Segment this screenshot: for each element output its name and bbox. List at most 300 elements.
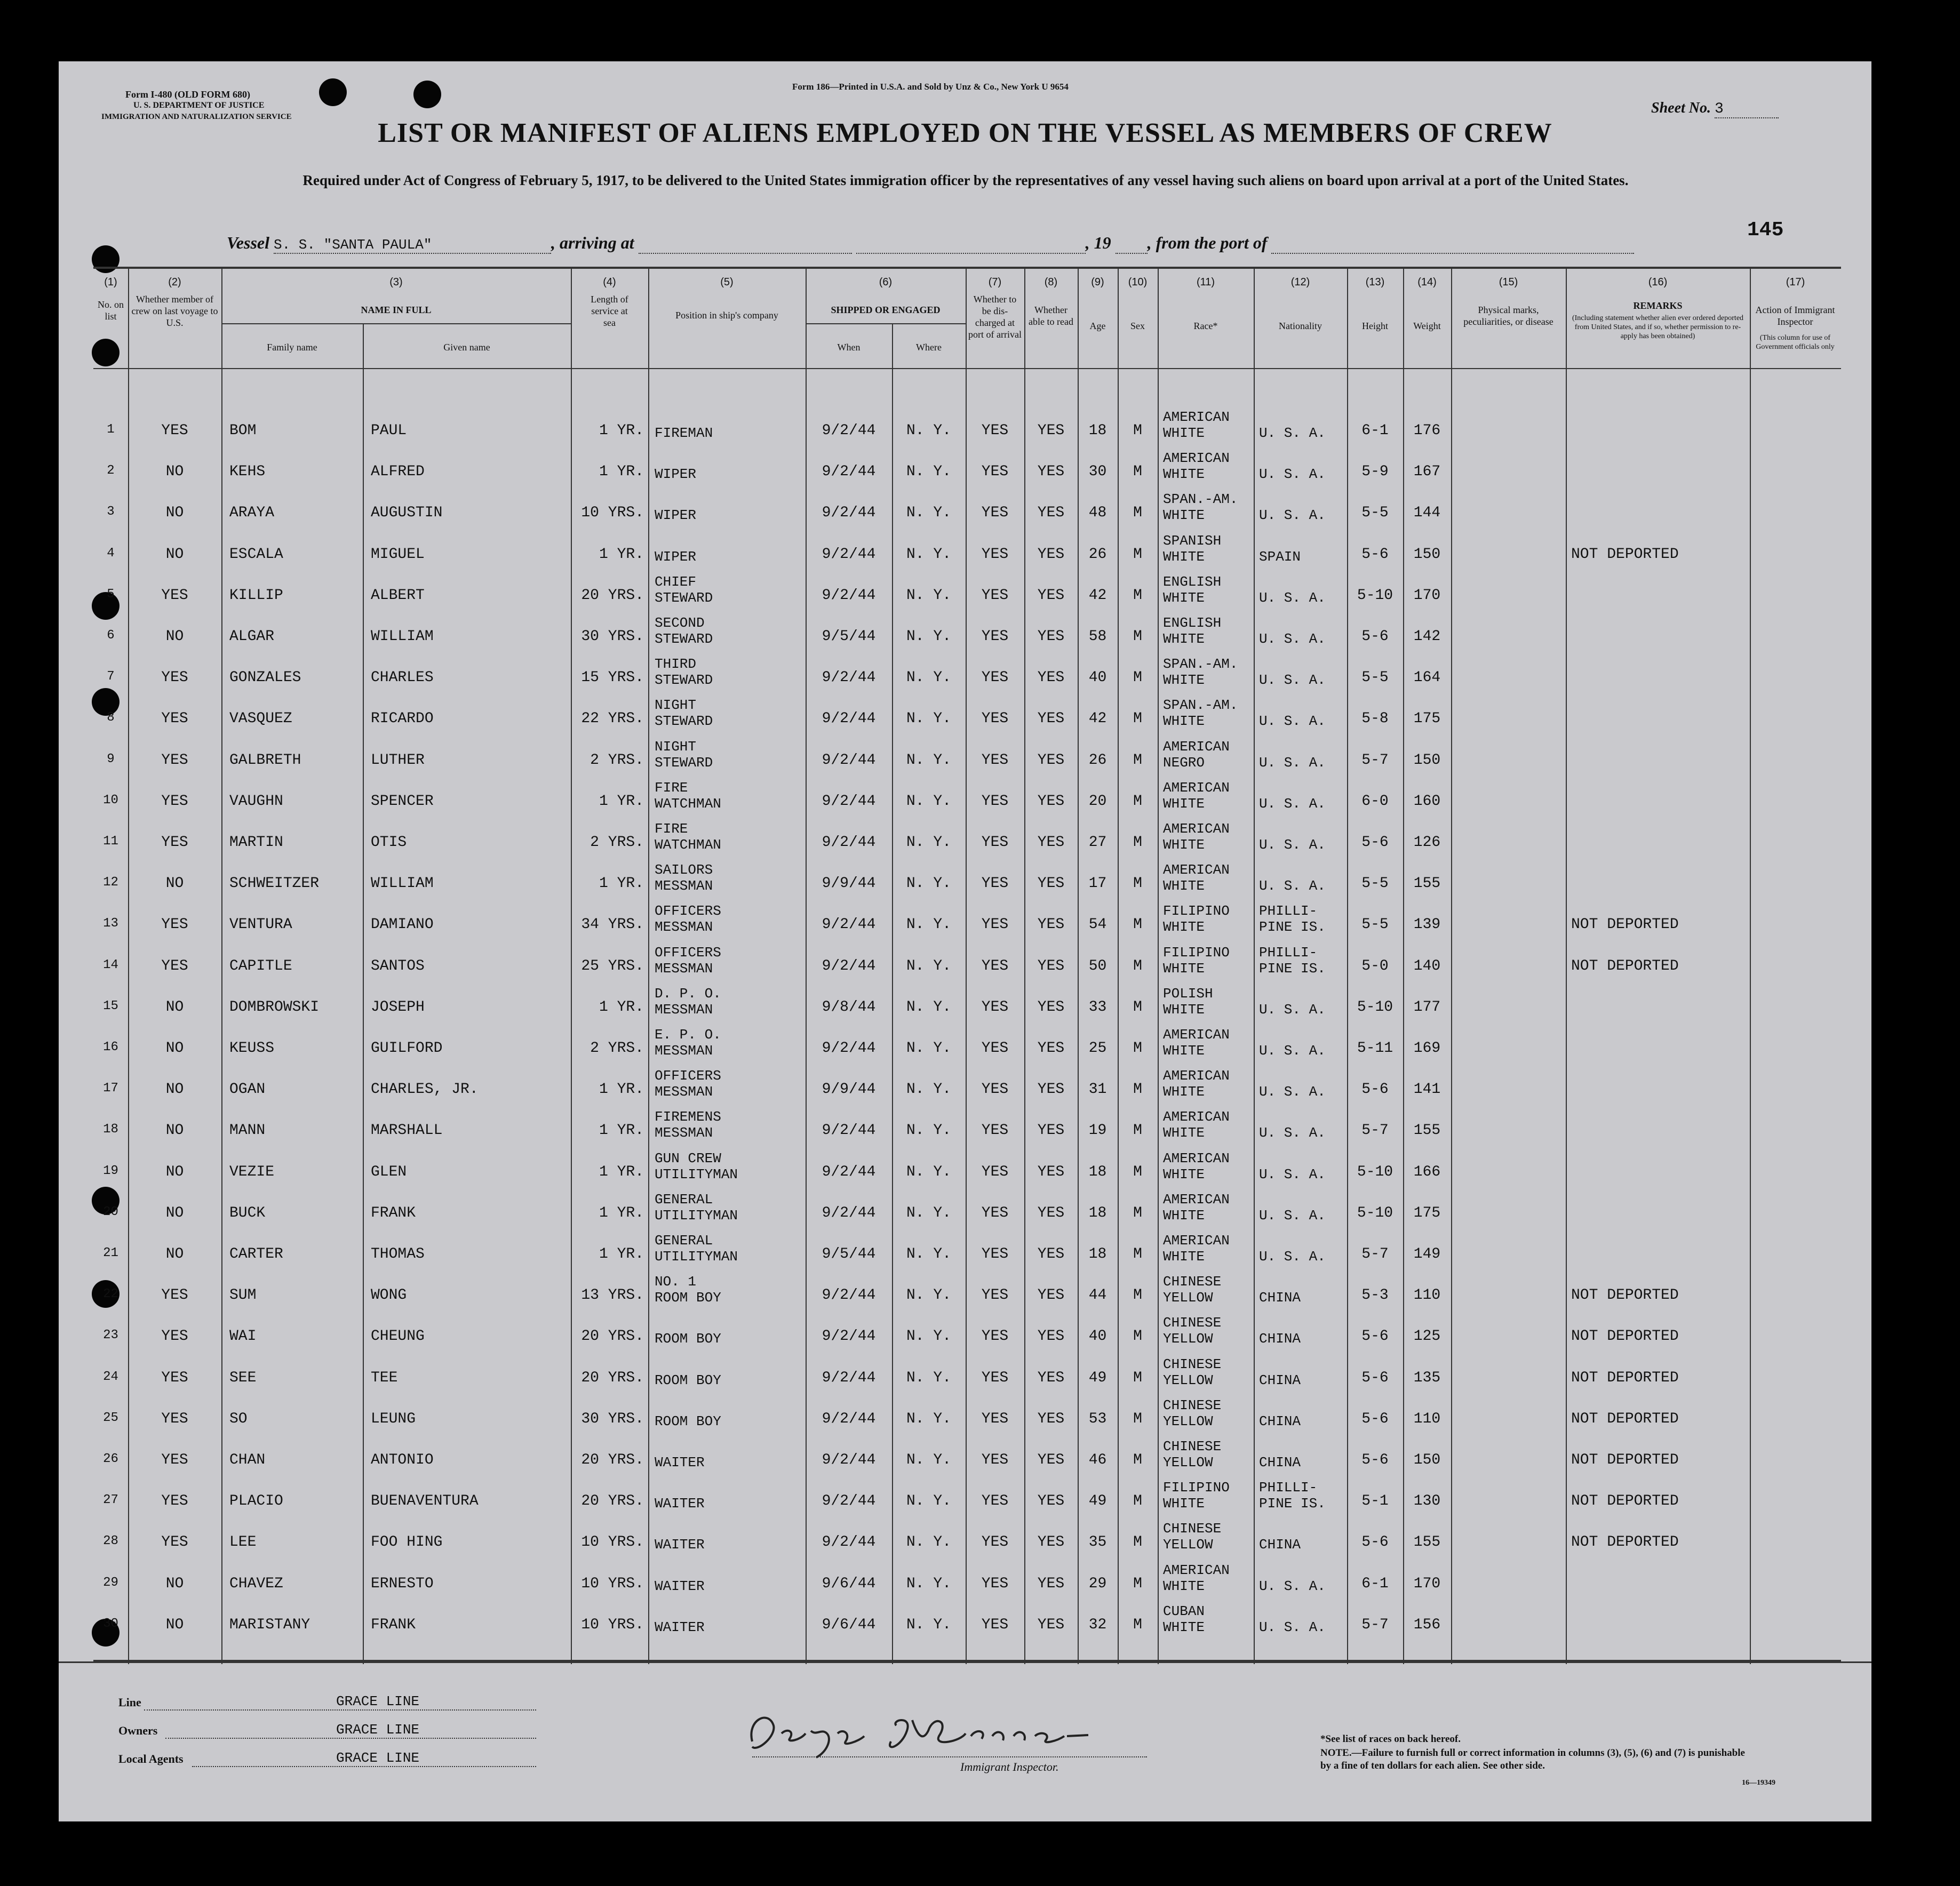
- cell-height: 5-1: [1361, 1493, 1389, 1510]
- cell-given: WILLIAM: [371, 875, 434, 892]
- cell-height: 5-7: [1361, 1122, 1389, 1139]
- cell-where: N. Y.: [906, 1575, 951, 1592]
- cell-pos2: STEWARD: [655, 754, 713, 771]
- cell-height: 5-6: [1361, 1534, 1389, 1551]
- cell-member: YES: [161, 793, 188, 810]
- cell-race2: YELLOW: [1163, 1331, 1213, 1347]
- cell-pos1: SECOND: [655, 615, 705, 631]
- cell-age: 18: [1088, 422, 1107, 439]
- cell-pos2: WIPER: [655, 548, 697, 565]
- cell-read: YES: [1037, 1534, 1065, 1551]
- sheet-label: Sheet No.: [1651, 100, 1711, 116]
- cell-member: YES: [161, 422, 188, 439]
- cell-when: 9/2/44: [822, 752, 876, 769]
- cell-where: N. Y.: [906, 834, 951, 851]
- cell-service: 30 YRS.: [581, 628, 644, 645]
- cell-race2: WHITE: [1163, 466, 1205, 483]
- cell-disch: YES: [981, 916, 1009, 933]
- cell-given: ALBERT: [371, 587, 425, 604]
- cell-disch: YES: [981, 1040, 1009, 1057]
- cell-where: N. Y.: [906, 916, 951, 933]
- cell-where: N. Y.: [906, 1410, 951, 1427]
- cell-member: NO: [165, 628, 184, 645]
- cell-race1: AMERICAN: [1163, 450, 1230, 467]
- header-name-in-full: NAME IN FULL: [361, 305, 432, 315]
- cell-race2: YELLOW: [1163, 1372, 1213, 1388]
- cell-read: YES: [1037, 1246, 1065, 1262]
- header-weight: Weight: [1413, 321, 1441, 331]
- cell-race1: SPAN.-AM.: [1163, 656, 1238, 673]
- cell-service: 1 YR.: [599, 1246, 644, 1262]
- table-row: [93, 818, 1841, 859]
- cell-pos1: OFFICERS: [655, 1068, 721, 1084]
- cell-read: YES: [1037, 957, 1065, 974]
- cell-age: 42: [1088, 710, 1107, 728]
- table-row: [93, 489, 1841, 530]
- cell-disch: YES: [981, 752, 1009, 769]
- cell-weight: 166: [1413, 1163, 1441, 1180]
- cell-weight: 164: [1413, 669, 1441, 686]
- cell-disch: YES: [981, 834, 1009, 851]
- cell-nat2: U. S. A.: [1259, 1619, 1326, 1635]
- cell-given: MARSHALL: [371, 1122, 443, 1139]
- cell-member: NO: [165, 463, 184, 481]
- cell-race1: AMERICAN: [1163, 738, 1230, 755]
- cell-family: WAI: [229, 1328, 257, 1345]
- cell-service: 15 YRS.: [581, 669, 644, 686]
- cell-member: NO: [165, 1081, 184, 1098]
- header-member-last-voyage: Whether member of crew on last voyage to U.S.: [131, 294, 218, 328]
- cell-race1: AMERICAN: [1163, 779, 1230, 796]
- cell-when: 9/2/44: [822, 1163, 876, 1180]
- sheet-number: [1651, 100, 1779, 118]
- cell-when: 9/2/44: [822, 1122, 876, 1139]
- cell-when: 9/2/44: [822, 1452, 876, 1468]
- cell-nat2: U. S. A.: [1259, 1043, 1326, 1059]
- cell-member: YES: [161, 1493, 188, 1510]
- arriving-date-field: [856, 233, 1086, 254]
- header-family-name: Family name: [267, 342, 317, 353]
- cell-family: CAPITLE: [229, 957, 292, 974]
- cell-race1: SPANISH: [1163, 532, 1222, 549]
- cell-when: 9/5/44: [822, 628, 876, 645]
- cell-family: BUCK: [229, 1204, 266, 1221]
- cell-sex: M: [1133, 422, 1142, 439]
- cell-disch: YES: [981, 710, 1009, 728]
- cell-no: 22: [103, 1287, 118, 1302]
- cell-age: 46: [1088, 1452, 1107, 1468]
- cell-disch: YES: [981, 1616, 1009, 1633]
- cell-disch: YES: [981, 587, 1009, 604]
- cell-when: 9/2/44: [822, 505, 876, 522]
- table-row: [93, 612, 1841, 653]
- cell-nat1: PHILLI-: [1259, 944, 1318, 961]
- cell-nat2: U. S. A.: [1259, 713, 1326, 730]
- cell-race1: AMERICAN: [1163, 821, 1230, 837]
- cell-where: N. Y.: [906, 1122, 951, 1139]
- cell-member: NO: [165, 998, 184, 1016]
- cell-service: 1 YR.: [599, 1204, 644, 1221]
- cell-no: 20: [103, 1204, 118, 1219]
- header-shipped-engaged: SHIPPED OR ENGAGED: [831, 305, 941, 315]
- cell-read: YES: [1037, 752, 1065, 769]
- cell-when: 9/2/44: [822, 1040, 876, 1057]
- cell-weight: 150: [1413, 546, 1441, 563]
- cell-family: SCHWEITZER: [229, 875, 320, 892]
- header-race: Race*: [1193, 321, 1218, 331]
- cell-disch: YES: [981, 505, 1009, 522]
- cell-family: SO: [229, 1410, 248, 1427]
- cell-pos2: ROOM BOY: [655, 1290, 721, 1306]
- cell-family: GALBRETH: [229, 752, 301, 769]
- cell-family: KEHS: [229, 463, 266, 481]
- cell-given: FRANK: [371, 1204, 416, 1221]
- cell-when: 9/2/44: [822, 587, 876, 604]
- cell-nat2: U. S. A.: [1259, 795, 1326, 812]
- cell-disch: YES: [981, 628, 1009, 645]
- cell-pos1: THIRD: [655, 656, 697, 673]
- cell-where: N. Y.: [906, 1369, 951, 1386]
- cell-given: WILLIAM: [371, 628, 434, 645]
- cell-given: LEUNG: [371, 1410, 416, 1427]
- cell-height: 5-10: [1357, 1163, 1393, 1180]
- cell-nat2: U. S. A.: [1259, 589, 1326, 606]
- race-note: *See list of races on back hereof.: [1320, 1733, 1461, 1745]
- cell-weight: 140: [1413, 957, 1441, 974]
- cell-member: NO: [165, 1575, 184, 1592]
- cell-nat2: U. S. A.: [1259, 466, 1326, 483]
- cell-height: 5-5: [1361, 669, 1389, 686]
- col-number: (10): [1128, 276, 1148, 288]
- cell-disch: YES: [981, 1493, 1009, 1510]
- cell-height: 5-6: [1361, 1410, 1389, 1427]
- table-row: [93, 530, 1841, 571]
- cell-race1: AMERICAN: [1163, 1562, 1230, 1578]
- cell-pos1: GENERAL: [655, 1191, 713, 1208]
- cell-race2: WHITE: [1163, 548, 1205, 565]
- cell-family: MARTIN: [229, 834, 283, 851]
- cell-read: YES: [1037, 1163, 1065, 1180]
- cell-service: 1 YR.: [599, 422, 644, 439]
- cell-pos2: ROOM BOY: [655, 1413, 721, 1429]
- cell-sex: M: [1133, 587, 1142, 604]
- cell-remarks: NOT DEPORTED: [1571, 1287, 1679, 1304]
- cell-sex: M: [1133, 1534, 1142, 1551]
- arriving-label: , arriving at: [551, 233, 634, 252]
- cell-race2: WHITE: [1163, 425, 1205, 441]
- cell-nat2: CHINA: [1259, 1372, 1301, 1388]
- cell-service: 10 YRS.: [581, 505, 644, 522]
- page-number: 145: [1747, 219, 1784, 242]
- cell-service: 22 YRS.: [581, 710, 644, 728]
- col-number: (16): [1648, 276, 1668, 288]
- cell-age: 31: [1088, 1081, 1107, 1098]
- cell-pos2: STEWARD: [655, 672, 713, 689]
- cell-no: 24: [103, 1369, 118, 1384]
- cell-where: N. Y.: [906, 1616, 951, 1633]
- cell-family: PLACIO: [229, 1493, 283, 1510]
- cell-sex: M: [1133, 1328, 1142, 1345]
- cell-nat2: CHINA: [1259, 1290, 1301, 1306]
- cell-remarks: NOT DEPORTED: [1571, 1452, 1679, 1468]
- cell-remarks: NOT DEPORTED: [1571, 1534, 1679, 1551]
- cell-race1: CHINESE: [1163, 1356, 1222, 1372]
- cell-weight: 110: [1413, 1287, 1441, 1304]
- cell-where: N. Y.: [906, 1534, 951, 1551]
- cell-family: SEE: [229, 1369, 257, 1386]
- cell-pos2: WAITER: [655, 1496, 705, 1512]
- cell-height: 5-6: [1361, 546, 1389, 563]
- cell-no: 3: [107, 505, 115, 520]
- cell-family: SUM: [229, 1287, 257, 1304]
- table-row: [93, 1477, 1841, 1518]
- cell-remarks: NOT DEPORTED: [1571, 916, 1679, 933]
- cell-given: ANTONIO: [371, 1452, 434, 1468]
- cell-sex: M: [1133, 998, 1142, 1016]
- cell-weight: 156: [1413, 1616, 1441, 1633]
- cell-race1: SPAN.-AM.: [1163, 697, 1238, 714]
- cell-no: 1: [107, 422, 115, 437]
- cell-height: 6-1: [1361, 422, 1389, 439]
- cell-member: YES: [161, 1369, 188, 1386]
- cell-race1: FILIPINO: [1163, 1480, 1230, 1496]
- cell-service: 2 YRS.: [590, 834, 644, 851]
- manifest-sheet: [59, 61, 1871, 1821]
- cell-height: 5-5: [1361, 875, 1389, 892]
- cell-where: N. Y.: [906, 957, 951, 974]
- cell-nat2: PINE IS.: [1259, 1496, 1326, 1512]
- cell-height: 5-7: [1361, 1616, 1389, 1633]
- cell-no: 15: [103, 998, 118, 1013]
- cell-sex: M: [1133, 1204, 1142, 1221]
- col-number: (6): [879, 276, 893, 288]
- cell-read: YES: [1037, 463, 1065, 481]
- col-number: (14): [1417, 276, 1437, 288]
- cell-when: 9/6/44: [822, 1616, 876, 1633]
- cell-when: 9/6/44: [822, 1575, 876, 1592]
- arriving-field: [639, 233, 852, 254]
- cell-family: VENTURA: [229, 916, 292, 933]
- cell-race2: WHITE: [1163, 713, 1205, 730]
- cell-sex: M: [1133, 1081, 1142, 1098]
- cell-no: 25: [103, 1410, 118, 1425]
- cell-age: 18: [1088, 1246, 1107, 1262]
- col-number: (17): [1786, 276, 1805, 288]
- header-discharged: Whether to be dis-charged at port of arrival: [968, 294, 1022, 340]
- cell-race1: POLISH: [1163, 985, 1213, 1002]
- col-number: (5): [720, 276, 734, 288]
- cell-family: LEE: [229, 1534, 257, 1551]
- cell-where: N. Y.: [906, 1328, 951, 1345]
- cell-race2: WHITE: [1163, 837, 1205, 853]
- cell-no: 2: [107, 463, 115, 478]
- cell-given: THOMAS: [371, 1246, 425, 1262]
- cell-race2: WHITE: [1163, 1207, 1205, 1224]
- cell-when: 9/2/44: [822, 669, 876, 686]
- cell-height: 5-3: [1361, 1287, 1389, 1304]
- cell-service: 10 YRS.: [581, 1616, 644, 1633]
- cell-age: 18: [1088, 1163, 1107, 1180]
- cell-remarks: NOT DEPORTED: [1571, 957, 1679, 974]
- cell-height: 5-6: [1361, 1081, 1389, 1098]
- year-field: [1116, 233, 1148, 254]
- cell-height: 5-0: [1361, 957, 1389, 974]
- cell-member: NO: [165, 1122, 184, 1139]
- cell-read: YES: [1037, 505, 1065, 522]
- cell-age: 58: [1088, 628, 1107, 645]
- cell-when: 9/2/44: [822, 1204, 876, 1221]
- cell-pos1: FIREMENS: [655, 1109, 721, 1125]
- cell-where: N. Y.: [906, 875, 951, 892]
- cell-where: N. Y.: [906, 505, 951, 522]
- cell-sex: M: [1133, 834, 1142, 851]
- cell-pos2: FIREMAN: [655, 425, 713, 441]
- cell-sex: M: [1133, 463, 1142, 481]
- cell-no: 23: [103, 1328, 118, 1343]
- header-able-read: Whether able to read: [1029, 305, 1073, 327]
- cell-weight: 170: [1413, 587, 1441, 604]
- table-row: [93, 694, 1841, 736]
- agents-label: Local Agents: [118, 1752, 184, 1765]
- cell-family: MANN: [229, 1122, 266, 1139]
- cell-disch: YES: [981, 1452, 1009, 1468]
- owners-value: GRACE LINE: [336, 1722, 420, 1738]
- header-given-name: Given name: [443, 342, 490, 353]
- cell-where: N. Y.: [906, 628, 951, 645]
- cell-service: 20 YRS.: [581, 587, 644, 604]
- cell-pos1: FIRE: [655, 821, 688, 837]
- cell-race2: WHITE: [1163, 1084, 1205, 1100]
- cell-race2: WHITE: [1163, 672, 1205, 689]
- cell-service: 1 YR.: [599, 793, 644, 810]
- cell-age: 26: [1088, 546, 1107, 563]
- cell-weight: 141: [1413, 1081, 1441, 1098]
- cell-race2: WHITE: [1163, 919, 1205, 936]
- cell-race2: WHITE: [1163, 960, 1205, 977]
- inspector-signature: [736, 1704, 1120, 1763]
- cell-nat2: U. S. A.: [1259, 507, 1326, 524]
- cell-where: N. Y.: [906, 1287, 951, 1304]
- cell-family: CARTER: [229, 1246, 283, 1262]
- cell-race2: WHITE: [1163, 507, 1205, 524]
- cell-disch: YES: [981, 957, 1009, 974]
- cell-disch: YES: [981, 422, 1009, 439]
- cell-member: YES: [161, 1534, 188, 1551]
- cell-sex: M: [1133, 752, 1142, 769]
- cell-age: 29: [1088, 1575, 1107, 1592]
- header-height: Height: [1362, 321, 1388, 331]
- cell-service: 20 YRS.: [581, 1328, 644, 1345]
- header-when: When: [837, 342, 861, 353]
- cell-disch: YES: [981, 1534, 1009, 1551]
- cell-pos2: MESSMAN: [655, 1043, 713, 1059]
- cell-no: 5: [107, 587, 115, 602]
- cell-weight: 130: [1413, 1493, 1441, 1510]
- cell-family: OGAN: [229, 1081, 266, 1098]
- cell-read: YES: [1037, 1369, 1065, 1386]
- cell-nat1: PHILLI-: [1259, 1480, 1318, 1496]
- cell-where: N. Y.: [906, 546, 951, 563]
- cell-weight: 170: [1413, 1575, 1441, 1592]
- cell-age: 40: [1088, 1328, 1107, 1345]
- cell-race1: AMERICAN: [1163, 1150, 1230, 1166]
- cell-member: NO: [165, 1246, 184, 1262]
- cell-member: YES: [161, 1287, 188, 1304]
- cell-disch: YES: [981, 793, 1009, 810]
- cell-weight: 167: [1413, 463, 1441, 481]
- cell-weight: 176: [1413, 422, 1441, 439]
- printer-line: Form 186—Printed in U.S.A. and Sold by Unz & Co., New York U 9654: [792, 82, 1069, 92]
- table-row: [93, 571, 1841, 612]
- cell-no: 30: [103, 1616, 118, 1631]
- cell-pos2: WIPER: [655, 507, 697, 524]
- cell-nat2: U. S. A.: [1259, 1001, 1326, 1018]
- header-remarks-note: (Including statement whether alien ever ordered deported from United States, and if so, whether permission to re-apply has been obtained): [1572, 314, 1744, 340]
- cell-where: N. Y.: [906, 752, 951, 769]
- cell-age: 49: [1088, 1369, 1107, 1386]
- cell-no: 16: [103, 1040, 118, 1054]
- cell-service: 20 YRS.: [581, 1493, 644, 1510]
- cell-read: YES: [1037, 1575, 1065, 1592]
- cell-read: YES: [1037, 1204, 1065, 1221]
- cell-given: ERNESTO: [371, 1575, 434, 1592]
- col-number: (1): [104, 276, 117, 288]
- cell-pos1: NIGHT: [655, 738, 697, 755]
- cell-read: YES: [1037, 1493, 1065, 1510]
- cell-nat2: U. S. A.: [1259, 672, 1326, 689]
- header-position: Position in ship's company: [675, 310, 778, 321]
- cell-sex: M: [1133, 1369, 1142, 1386]
- cell-race2: WHITE: [1163, 1249, 1205, 1265]
- cell-given: DAMIANO: [371, 916, 434, 933]
- cell-age: 30: [1088, 463, 1107, 481]
- cell-family: GONZALES: [229, 669, 301, 686]
- header-where: Where: [916, 342, 942, 353]
- cell-read: YES: [1037, 422, 1065, 439]
- cell-weight: 142: [1413, 628, 1441, 645]
- cell-nat2: U. S. A.: [1259, 878, 1326, 894]
- cell-member: YES: [161, 1410, 188, 1427]
- cell-read: YES: [1037, 1081, 1065, 1098]
- cell-sex: M: [1133, 1163, 1142, 1180]
- col-number: (7): [988, 276, 1002, 288]
- cell-disch: YES: [981, 1287, 1009, 1304]
- cell-race1: CHINESE: [1163, 1439, 1222, 1455]
- cell-given: BUENAVENTURA: [371, 1493, 479, 1510]
- cell-race2: YELLOW: [1163, 1413, 1213, 1429]
- cell-when: 9/2/44: [822, 422, 876, 439]
- cell-race2: NEGRO: [1163, 754, 1205, 771]
- cell-weight: 126: [1413, 834, 1441, 851]
- cell-service: 34 YRS.: [581, 916, 644, 933]
- cell-weight: 155: [1413, 1534, 1441, 1551]
- cell-pos2: MESSMAN: [655, 960, 713, 977]
- cell-nat2: U. S. A.: [1259, 1166, 1326, 1182]
- cell-race1: AMERICAN: [1163, 1068, 1230, 1084]
- cell-weight: 144: [1413, 505, 1441, 522]
- cell-race1: CHINESE: [1163, 1315, 1222, 1331]
- table-row: [93, 1189, 1841, 1230]
- cell-given: MIGUEL: [371, 546, 425, 563]
- cell-pos2: WATCHMAN: [655, 795, 721, 812]
- cell-where: N. Y.: [906, 669, 951, 686]
- cell-no: 27: [103, 1493, 118, 1508]
- cell-age: 44: [1088, 1287, 1107, 1304]
- cell-sex: M: [1133, 1575, 1142, 1592]
- col-number: (12): [1290, 276, 1310, 288]
- cell-height: 6-0: [1361, 793, 1389, 810]
- cell-member: YES: [161, 669, 188, 686]
